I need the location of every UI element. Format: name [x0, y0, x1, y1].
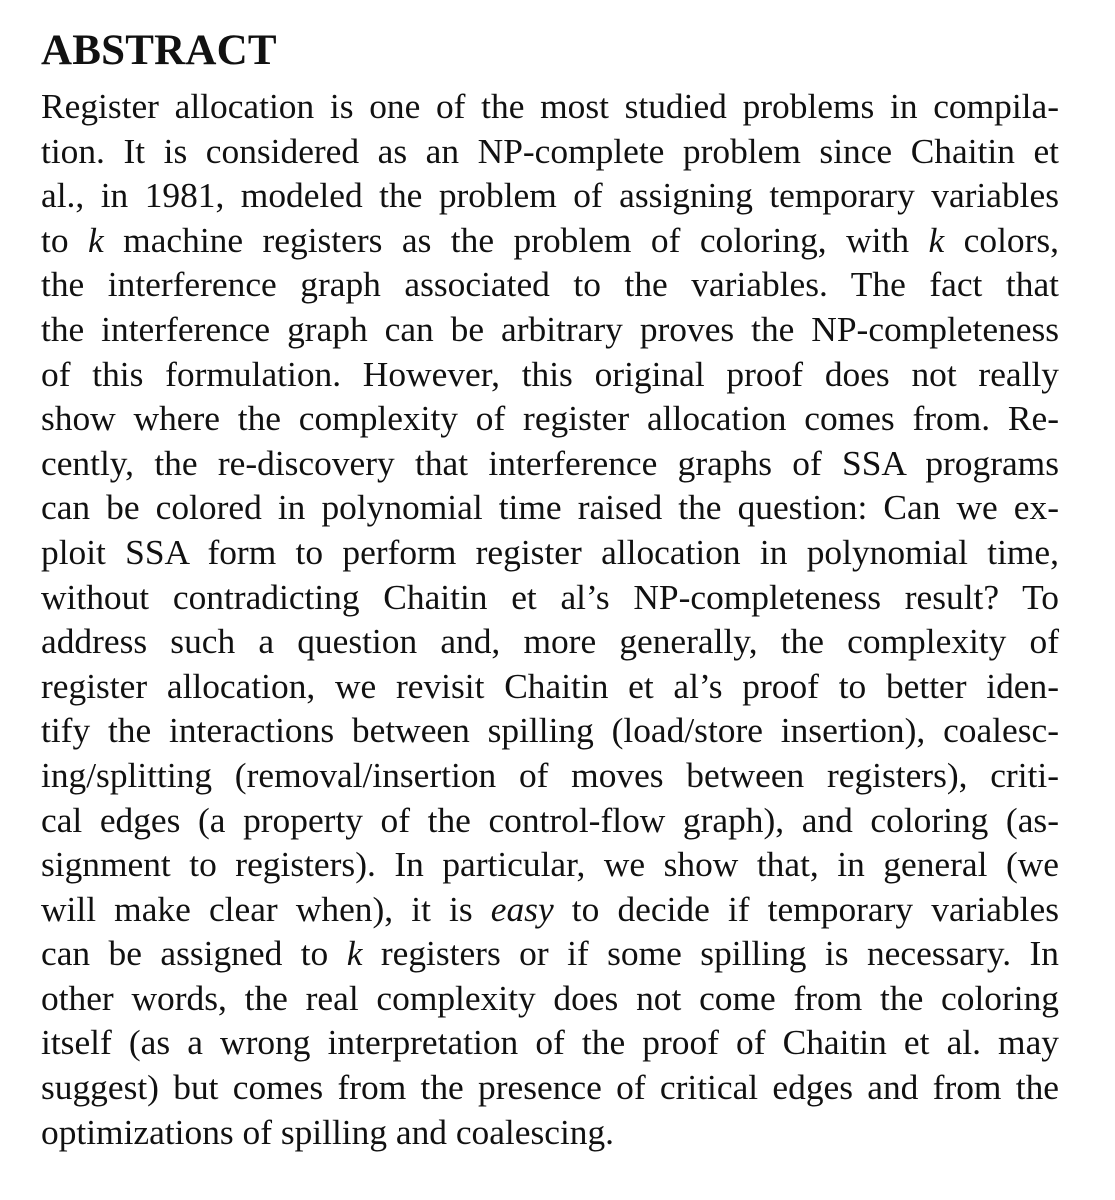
- text-segment: to: [41, 219, 88, 260]
- text-segment: can be assigned to: [41, 933, 347, 974]
- abstract-line: itself (as a wrong interpretation of the proof of Chaitin et al. may: [41, 1022, 1059, 1063]
- italic-term: k: [928, 219, 945, 260]
- abstract-line: of this formulation. However, this original proof does not really: [41, 353, 1059, 394]
- italic-term: easy: [490, 888, 554, 929]
- abstract-line: register allocation, we revisit Chaitin et al’s proof to better iden-: [41, 665, 1059, 706]
- abstract-line: [41, 218, 1059, 263]
- abstract-line: ing/splitting (removal/insertion of moves between registers), criti-: [41, 754, 1059, 795]
- abstract-line: the interference graph associated to the variables. The fact that: [41, 264, 1059, 305]
- italic-term: k: [88, 219, 104, 260]
- text-segment: colors,: [944, 219, 1059, 260]
- abstract-line: al., in 1981, modeled the problem of assigning temporary variables: [41, 175, 1059, 216]
- italic-term: k: [346, 933, 363, 974]
- abstract-line: cal edges (a property of the control-flow graph), and coloring (as-: [41, 799, 1059, 840]
- text-segment: to decide if temporary variables: [553, 888, 1059, 929]
- abstract-body: [41, 84, 1059, 1154]
- abstract-section: [41, 26, 1059, 1154]
- abstract-line: without contradicting Chaitin et al’s NP-completeness result? To: [41, 576, 1059, 617]
- abstract-line: other words, the real complexity does not come from the coloring: [41, 977, 1059, 1018]
- abstract-line: address such a question and, more generally, the complexity of: [41, 621, 1059, 662]
- abstract-line: ploit SSA form to perform register allocation in polynomial time,: [41, 531, 1059, 572]
- section-heading: ABSTRACT: [41, 27, 277, 74]
- abstract-line: [41, 887, 1059, 932]
- abstract-line: tify the interactions between spilling (load/store insertion), coalesc-: [41, 710, 1059, 751]
- abstract-line: suggest) but comes from the presence of critical edges and from the: [41, 1067, 1059, 1108]
- abstract-line: the interference graph can be arbitrary proves the NP-completeness: [41, 308, 1059, 349]
- text-segment: will make clear when), it is: [41, 888, 491, 929]
- abstract-line: signment to registers). In particular, we show that, in general (we: [41, 844, 1059, 885]
- abstract-line: Register allocation is one of the most studied problems in compila-: [41, 86, 1059, 126]
- abstract-line: show where the complexity of register allocation comes from. Re-: [41, 398, 1059, 439]
- abstract-line: can be colored in polynomial time raised the question: Can we ex-: [41, 487, 1059, 528]
- abstract-line: tion. It is considered as an NP-complete problem since Chaitin et: [41, 130, 1059, 171]
- text-segment: registers or if some spilling is necessary. In: [362, 933, 1059, 974]
- abstract-line: cently, the re-discovery that interference graphs of SSA programs: [41, 442, 1059, 483]
- abstract-line: optimizations of spilling and coalescing.: [41, 1111, 615, 1152]
- text-segment: machine registers as the problem of coloring, with: [103, 219, 929, 260]
- abstract-line: [41, 931, 1059, 976]
